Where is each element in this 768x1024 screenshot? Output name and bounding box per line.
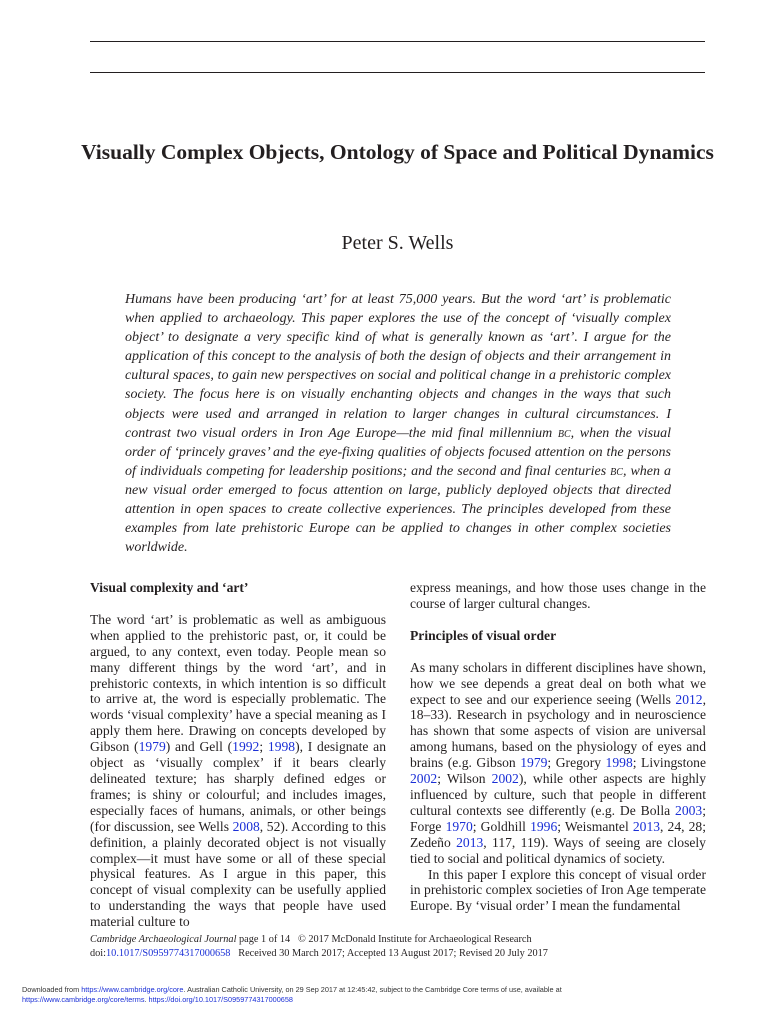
text-run: ; Forge bbox=[410, 802, 706, 834]
text-run: ; Livingstone bbox=[632, 755, 706, 771]
page-info: page 1 of 14 bbox=[236, 934, 291, 945]
era-abbrev: bc bbox=[557, 425, 571, 441]
journal-name: Cambridge Archaeological Journal bbox=[90, 934, 237, 945]
text-run: ; Gregory bbox=[547, 755, 606, 771]
citation-link[interactable]: 1979 bbox=[520, 755, 548, 771]
abstract bbox=[125, 290, 671, 557]
text-run: , 117, 119). Ways of seeing are closely tied to social and political dynamics of society. bbox=[410, 834, 706, 866]
paragraph bbox=[410, 660, 706, 867]
page-footer bbox=[90, 933, 705, 961]
second-rule bbox=[90, 72, 705, 73]
footer-line-2 bbox=[90, 947, 705, 961]
citation-link[interactable]: 1970 bbox=[445, 818, 473, 834]
text-run: ; Weismantel bbox=[557, 818, 633, 834]
citation-link[interactable]: 1992 bbox=[232, 739, 260, 755]
paragraph-continued: express meanings, and how those uses change in the course of larger cultural changes. bbox=[410, 580, 706, 611]
section-body-principles bbox=[410, 660, 706, 915]
citation-link[interactable]: 1998 bbox=[267, 739, 296, 755]
section-heading-principles: Principles of visual order bbox=[410, 627, 557, 643]
text-run: The word ‘art’ is problematic as well as ambiguous when applied to the prehistoric past, or, it could be argued, to any context, even today. People mean so many different things by the word ‘art’, and in prehistoric contexts, in which intention is so difficult to arrive at, the word is especially problematic. The words ‘visual complexity’ have a special meaning as I apply them here. Drawing on concepts developed by Gibson ( bbox=[90, 611, 386, 755]
download-sep: . bbox=[144, 995, 149, 1004]
text-run: ), while other aspects are highly influenced by culture, such that people in different cultural contexts see differently (e.g. De Bolla bbox=[410, 771, 706, 818]
doi-link[interactable]: 10.1017/S0959774317000658 bbox=[106, 948, 231, 959]
text-run: Humans have been producing ‘art’ for at least 75,000 years. But the word ‘art’ is problematic when applied to archaeology. This paper explores the use of the concept of ‘visually complex object’ to designate a very specific kind of what is generally known as ‘art’. I argue for the application of this concept to the analysis of both the design of objects and their arrangement in cultural spaces, to gain new perspectives on social and political change in a prehistoric complex society. The focus here is on visually enchanting objects and changes in the ways that such objects were used and arranged in relation to larger changes in cultural circumstances. I contrast two visual orders in Iron Age Europe—the mid final millennium bbox=[125, 292, 671, 441]
section-body-visual-complexity bbox=[90, 612, 386, 930]
text-run: ; Goldhill bbox=[472, 818, 531, 834]
text-run: ), I designate an object as ‘visually complex’ if it bears clearly delineated texture; has sharply defined edges or frames; is shiny or colourful; and includes images, especially faces of humans, animals, or other beings (for discussion, see Wells bbox=[90, 739, 386, 834]
right-column bbox=[410, 580, 706, 914]
citation-link[interactable]: 2012 bbox=[675, 691, 703, 707]
article-dates: Received 30 March 2017; Accepted 13 August 2017; Revised 20 July 2017 bbox=[238, 948, 548, 959]
citation-link[interactable]: 1998 bbox=[605, 755, 633, 771]
text-run: , 18–33). Research in psychology and in neuroscience has shown that some aspects of vision are universal among humans, based on the physiology of eyes and brains (e.g. Gibson bbox=[410, 691, 706, 771]
paragraph bbox=[90, 612, 386, 930]
citation-link[interactable]: 2013 bbox=[456, 834, 484, 850]
article-title: Visually Complex Objects, Ontology of Space and Political Dynamics bbox=[81, 140, 714, 164]
citation-link[interactable]: 2013 bbox=[632, 818, 661, 834]
text-run: , 24, 28; Zedeño bbox=[410, 818, 707, 850]
citation-link[interactable]: 2002 bbox=[410, 771, 438, 787]
text-run: As many scholars in different disciplines have shown, how we see depends a great deal on both what we expect to see and our experience seeing (Wells bbox=[410, 659, 706, 707]
copyright: © 2017 McDonald Institute for Archaeological Research bbox=[297, 934, 532, 945]
citation-link[interactable]: 2002 bbox=[491, 771, 519, 787]
footer-line-1 bbox=[90, 933, 705, 947]
text-run: ; Wilson bbox=[437, 771, 492, 787]
terms-link[interactable]: https://www.cambridge.org/core/terms bbox=[22, 995, 145, 1004]
text-run: , when the visual order of ‘princely graves’ and the eye-fixing qualities of objects focused attention on the persons of individuals competing for leadership positions; and the second and final centuries bbox=[125, 425, 671, 479]
left-column bbox=[90, 580, 386, 930]
citation-link[interactable]: 2008 bbox=[232, 818, 260, 834]
text-run: ) and Gell ( bbox=[165, 739, 233, 755]
paragraph bbox=[410, 867, 706, 915]
section-body-continued bbox=[410, 580, 706, 612]
text-run: , 52). According to this definition, a plainly decorated object is not visually complex—it must have some or all of these special physical features. As I argue in this paper, this concept of visual complexity can be usefully applied to understanding the ways that people have used material culture to bbox=[90, 818, 386, 930]
text-run: , when a new visual order emerged to focus attention on large, publicly deployed objects that directed attention in open spaces to create collective experiences. The principles developed from these examples from late prehistoric Europe can be applied to changes in other complex societies worldwide. bbox=[125, 463, 672, 556]
section-heading-visual-complexity: Visual complexity and ‘art’ bbox=[90, 580, 249, 595]
text-run: In this paper I explore this concept of visual order in prehistoric complex societies of Iron Age temperate Europe. By ‘visual order’ I mean the fundamental bbox=[410, 866, 706, 914]
doi-url-link[interactable]: https://doi.org/10.1017/S0959774317000658 bbox=[148, 995, 293, 1004]
download-prefix: Downloaded from bbox=[22, 985, 82, 994]
citation-link[interactable]: 1996 bbox=[530, 818, 558, 834]
download-notice bbox=[22, 985, 752, 1005]
download-mid: . Australian Catholic University, on 29 Sep 2017 at 12:45:42, subject to the Cambridge Core terms of use, available at bbox=[183, 985, 562, 994]
text-run: ; bbox=[259, 739, 268, 755]
era-abbrev: bc bbox=[610, 463, 623, 479]
doi-prefix: doi: bbox=[90, 948, 107, 959]
cambridge-core-link[interactable]: https://www.cambridge.org/core bbox=[81, 985, 184, 994]
citation-link[interactable]: 1979 bbox=[138, 739, 166, 755]
top-rule bbox=[90, 41, 705, 42]
article-author: Peter S. Wells bbox=[341, 232, 454, 254]
citation-link[interactable]: 2003 bbox=[675, 802, 703, 818]
